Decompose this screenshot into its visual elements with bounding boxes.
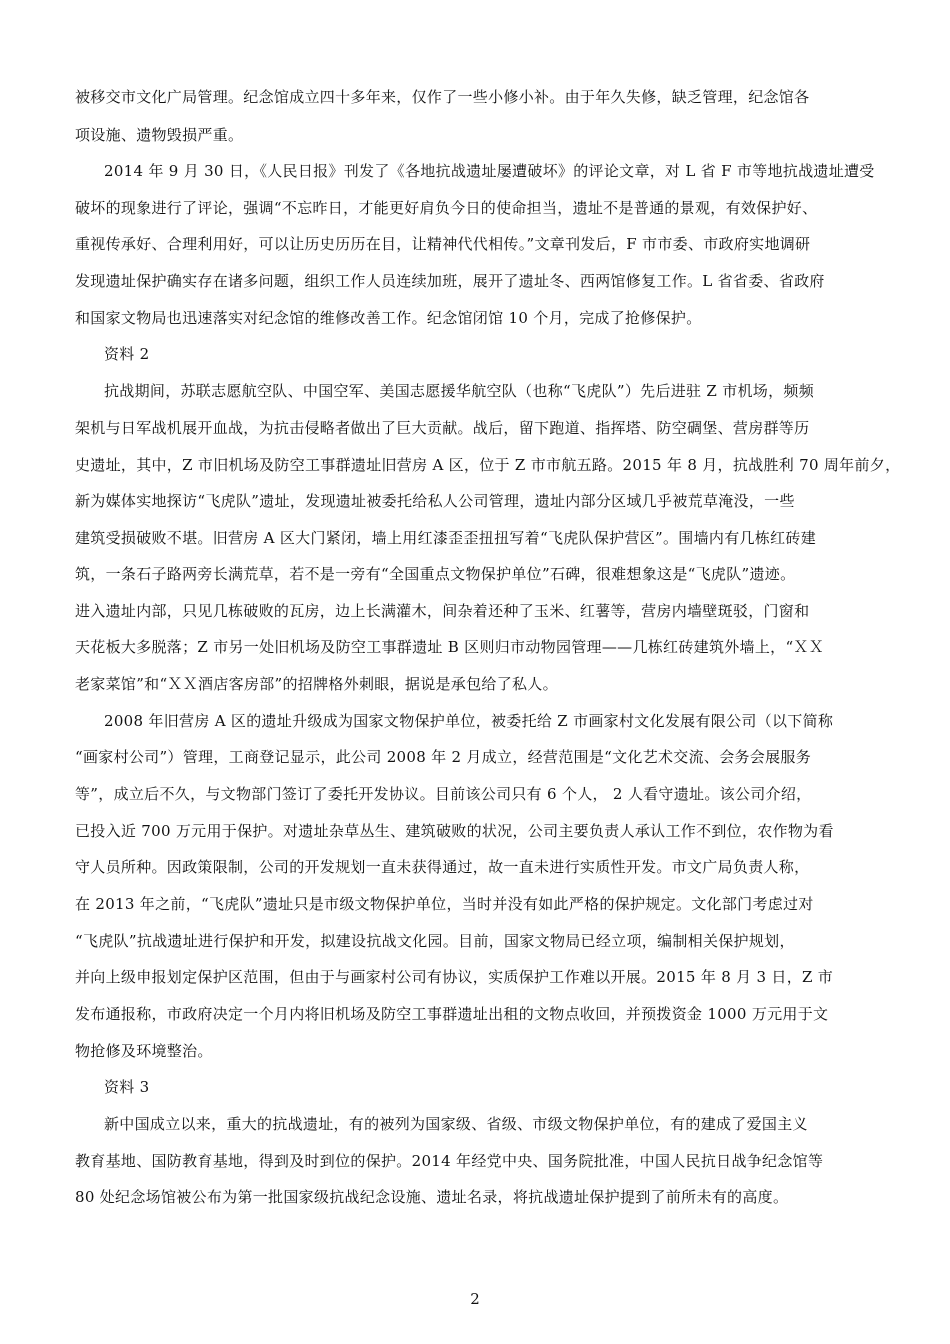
text-line: 新为媒体实地探访“飞虎队”遗址，发现遗址被委托给私人公司管理，遗址内部分区域几乎被荒草淹没，一些 xyxy=(75,492,795,510)
section-heading: 资料 3 xyxy=(104,1078,150,1096)
text-line: 物抢修及环境整治。 xyxy=(75,1042,213,1060)
text-line: 和国家文物局也迅速落实对纪念馆的维修改善工作。纪念馆闭馆 10 个月，完成了抢修保护。 xyxy=(75,309,702,327)
text-line: 筑，一条石子路两旁长满荒草，若不是一旁有“全国重点文物保护单位”石碑，很难想象这是“飞虎队”遗迹。 xyxy=(75,565,796,583)
text-line: 架机与日军战机展开血战，为抗击侵略者做出了巨大贡献。战后，留下跑道、指挥塔、防空碉堡、营房群等历 xyxy=(75,419,810,437)
text-line: 2014 年 9 月 30 日，《人民日报》刊发了《各地抗战遗址屡遭破坏》的评论文章，对 L 省 F 市等地抗战遗址遭受 xyxy=(104,162,875,180)
section-heading: 资料 2 xyxy=(104,345,150,363)
text-line: 2008 年旧营房 A 区的遗址升级成为国家文物保护单位，被委托给 Z 市画家村文化发展有限公司（以下简称 xyxy=(104,712,834,730)
text-line: 被移交市文化广局管理。纪念馆成立四十多年来，仅作了一些小修小补。由于年久失修，缺乏管理，纪念馆各 xyxy=(75,88,810,106)
text-line: 发布通报称，市政府决定一个月内将旧机场及防空工事群遗址出租的文物点收回，并预拨资金 1000 万元用于文 xyxy=(75,1005,829,1023)
text-line: 破坏的现象进行了评论，强调“不忘昨日，才能更好肩负今日的使命担当，遗址不是普通的景观，有效保护好、 xyxy=(75,199,818,217)
text-line: 重视传承好、合理利用好，可以让历史历历在目，让精神代代相传。”文章刊发后，F 市市委、市政府实地调研 xyxy=(75,235,811,253)
text-line: 已投入近 700 万元用于保护。对遗址杂草丛生、建筑破败的状况，公司主要负责人承认工作不到位，农作物为看 xyxy=(75,822,834,840)
text-line: 守人员所种。因政策限制，公司的开发规划一直未获得通过，故一直未进行实质性开发。市文广局负责人称， xyxy=(75,858,810,876)
text-line: 进入遗址内部，只见几栋破败的瓦房，边上长满灌木，间杂着还种了玉米、红薯等，营房内墙壁斑驳，门窗和 xyxy=(75,602,810,620)
text-line: 抗战期间，苏联志愿航空队、中国空军、美国志愿援华航空队（也称“飞虎队”）先后进驻 Z 市机场，频频 xyxy=(104,382,814,400)
text-line: 新中国成立以来，重大的抗战遗址，有的被列为国家级、省级、市级文物保护单位，有的建成了爱国主义 xyxy=(104,1115,808,1133)
text-line: “画家村公司”）管理，工商登记显示，此公司 2008 年 2 月成立，经营范围是“文化艺术交流、会务会展服务 xyxy=(75,748,811,766)
text-line: “飞虎队”抗战遗址进行保护和开发，拟建设抗战文化园。目前，国家文物局已经立项，编制相关保护规划， xyxy=(75,932,795,950)
text-line: 项设施、遗物毁损严重。 xyxy=(75,126,244,144)
text-line: 建筑受损破败不堪。旧营房 A 区大门紧闭，墙上用红漆歪歪扭扭写着“飞虎队保护营区”。围墙内有几栋红砖建 xyxy=(75,529,817,547)
text-line: 在 2013 年之前，“飞虎队”遗址只是市级文物保护单位，当时并没有如此严格的保护规定。文化部门考虑过对 xyxy=(75,895,814,913)
text-line: 并向上级申报划定保护区范围，但由于与画家村公司有协议，实质保护工作难以开展。2015 年 8 月 3 日，Z 市 xyxy=(75,968,834,986)
page-number: 2 xyxy=(470,1290,480,1308)
text-line: 天花板大多脱落；Z 市另一处旧机场及防空工事群遗址 B 区则归市动物园管理——几栋红砖建筑外墙上，“ＸＸ xyxy=(75,638,825,656)
text-line: 史遗址，其中，Z 市旧机场及防空工事群遗址旧营房 A 区，位于 Z 市市航五路。2015 年 8 月，抗战胜利 70 周年前夕， xyxy=(75,456,901,474)
text-line: 等”，成立后不久，与文物部门签订了委托开发协议。目前该公司只有 6 个人， 2 人看守遗址。该公司介绍， xyxy=(75,785,812,803)
text-line: 老家菜馆”和“ＸＸ酒店客房部”的招牌格外刺眼，据说是承包给了私人。 xyxy=(75,675,558,693)
text-line: 发现遗址保护确实存在诸多问题，组织工作人员连续加班，展开了遗址冬、西两馆修复工作。L 省省委、省政府 xyxy=(75,272,825,290)
text-line: 80 处纪念场馆被公布为第一批国家级抗战纪念设施、遗址名录，将抗战遗址保护提到了前所未有的高度。 xyxy=(75,1188,789,1206)
text-line: 教育基地、国防教育基地，得到及时到位的保护。2014 年经党中央、国务院批准，中国人民抗日战争纪念馆等 xyxy=(75,1152,824,1170)
